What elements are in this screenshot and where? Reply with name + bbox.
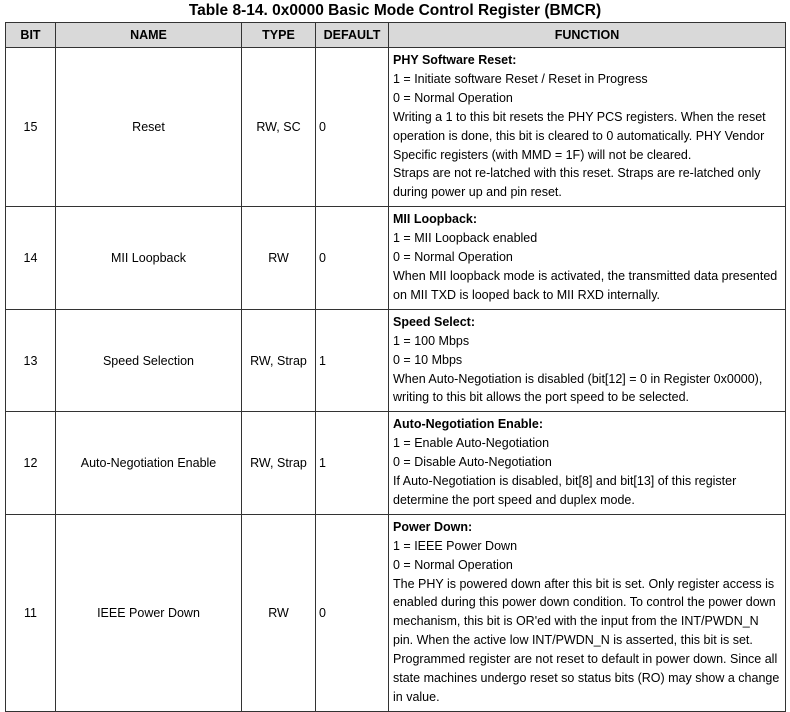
function-title: Speed Select: <box>393 314 475 329</box>
bit-cell: 11 <box>6 514 56 711</box>
function-line: Straps are not re-latched with this reset. Straps are re-latched only <box>393 166 761 181</box>
function-cell <box>389 207 786 310</box>
name-cell: Speed Selection <box>56 309 242 412</box>
function-line: 0 = Normal Operation <box>393 557 513 572</box>
function-line: mechanism, this bit is OR'ed with the input from the INT/PWDN_N <box>393 614 759 629</box>
function-line: If Auto-Negotiation is disabled, bit[8] and bit[13] of this register <box>393 474 737 489</box>
table-title: Table 8-14. 0x0000 Basic Mode Control Register (BMCR) <box>188 2 602 19</box>
header-name: NAME <box>56 23 242 48</box>
header-function: FUNCTION <box>389 23 786 48</box>
name-cell: MII Loopback <box>56 207 242 310</box>
default-cell: 1 <box>316 309 389 412</box>
function-cell <box>389 48 786 207</box>
default-cell: 0 <box>316 48 389 207</box>
table-row <box>6 514 786 711</box>
function-line: When MII loopback mode is activated, the transmitted data presented <box>393 268 778 283</box>
function-line: during power up and pin reset. <box>393 185 562 200</box>
function-line: operation is done, this bit is cleared to 0 automatically. PHY Vendor <box>393 128 765 143</box>
function-line: determine the port speed and duplex mode. <box>393 492 635 507</box>
function-line: in value. <box>393 690 440 704</box>
table-row <box>6 309 786 412</box>
function-line: Specific registers (with MMD = 1F) will not be cleared. <box>393 147 692 162</box>
name-cell: Auto-Negotiation Enable <box>56 412 242 515</box>
bit-cell: 14 <box>6 207 56 310</box>
function-title: PHY Software Reset: <box>393 53 517 67</box>
function-line: on MII TXD is looped back to MII RXD internally. <box>393 287 661 302</box>
table-row <box>6 207 786 310</box>
table-row <box>6 412 786 515</box>
function-title: Power Down: <box>393 519 473 534</box>
header-type: TYPE <box>242 23 316 48</box>
function-line: Programmed register are not reset to default in power down. Since all <box>393 652 778 667</box>
function-line: Writing a 1 to this bit resets the PHY PCS registers. When the reset <box>393 109 766 124</box>
type-cell: RW, Strap <box>242 309 316 412</box>
bit-cell: 12 <box>6 412 56 515</box>
bit-cell: 13 <box>6 309 56 412</box>
function-line: 0 = 10 Mbps <box>393 352 463 367</box>
function-line: enabled during this power down condition. To control the power down <box>393 595 776 610</box>
type-cell: RW, SC <box>242 48 316 207</box>
function-line: 0 = Normal Operation <box>393 250 513 265</box>
bit-cell: 15 <box>6 48 56 207</box>
type-cell: RW <box>242 207 316 310</box>
function-line: state machines undergo reset so status bits (RO) may show a change <box>393 671 780 686</box>
function-cell <box>389 412 786 515</box>
function-title: MII Loopback: <box>393 212 478 227</box>
table-row <box>6 48 786 207</box>
function-line: When Auto-Negotiation is disabled (bit[12] = 0 in Register 0x0000), <box>393 371 763 386</box>
name-cell: IEEE Power Down <box>56 514 242 711</box>
function-line: 1 = Enable Auto-Negotiation <box>393 436 550 451</box>
function-line: 1 = Initiate software Reset / Reset in Progress <box>393 71 648 86</box>
table-header-row <box>6 23 786 48</box>
header-default: DEFAULT <box>316 23 389 48</box>
default-cell: 0 <box>316 207 389 310</box>
type-cell: RW, Strap <box>242 412 316 515</box>
header-bit: BIT <box>6 23 56 48</box>
default-cell: 0 <box>316 514 389 711</box>
function-title: Auto-Negotiation Enable: <box>393 417 543 432</box>
function-line: 1 = IEEE Power Down <box>393 538 518 553</box>
function-cell <box>389 309 786 412</box>
name-cell: Reset <box>56 48 242 207</box>
function-line: writing to this bit allows the port speed to be selected. <box>393 390 689 405</box>
bmcr-register-table <box>5 22 786 712</box>
function-line: pin. When the active low INT/PWDN_N is asserted, this bit is set. <box>393 633 753 648</box>
default-cell: 1 <box>316 412 389 515</box>
function-line: The PHY is powered down after this bit is set. Only register access is <box>393 576 775 591</box>
function-line: 0 = Normal Operation <box>393 90 513 105</box>
function-cell <box>389 514 786 711</box>
function-line: 1 = 100 Mbps <box>393 333 470 348</box>
function-line: 0 = Disable Auto-Negotiation <box>393 455 552 470</box>
type-cell: RW <box>242 514 316 711</box>
function-line: 1 = MII Loopback enabled <box>393 231 538 246</box>
